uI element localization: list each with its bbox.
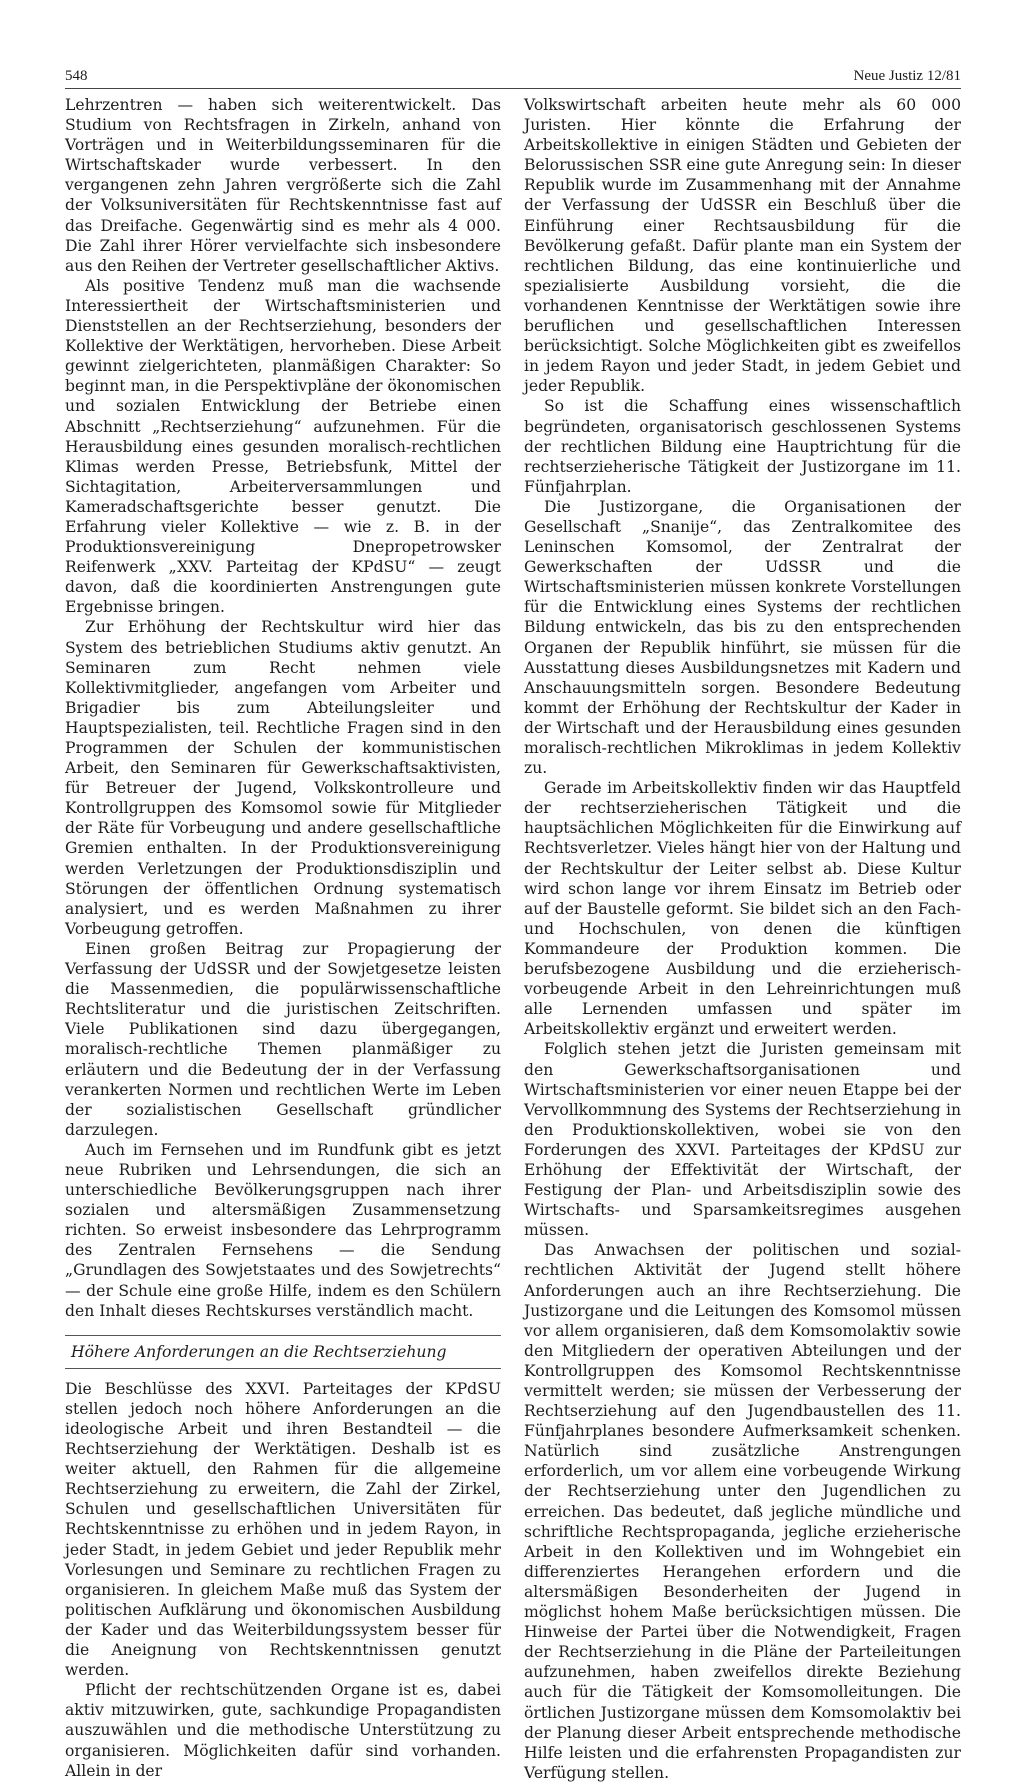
left-column: [65, 95, 501, 1781]
paragraph: Auch im Fernsehen und im Rundfunk gibt es jetzt neue Rubriken und Lehrsendungen, die sich an unterschiedliche Bevölkerungsgruppen nach ihrer sozialen und altersmäßigen Zusammensetzung richten. So erweist insbesondere das Lehrprogramm des Zentralen Fernsehens — die Sendung „Grundlagen des Sowjetstaates und des Sowjetrechts“ — der Schule eine große Hilfe, indem es den Schülern den Inhalt dieses Rechtskurses verständlich macht.: [65, 1140, 501, 1320]
paragraph: Einen großen Beitrag zur Propagierung der Verfassung der UdSSR und der Sowjetgesetze leisten die Massenmedien, die populärwissenschaftliche Rechtsliteratur und die juristischen Zeitschriften. Viele Publikationen sind dazu übergegangen, moralisch-rechtliche Themen planmäßiger zu erläutern und die Bedeutung der in der Verfassung verankerten Normen und rechtlichen Werte im Leben der sozialistischen Gesellschaft gründlicher darzulegen.: [65, 939, 501, 1139]
paragraph: Die Beschlüsse des XXVI. Parteitages der KPdSU stellen jedoch noch höhere Anforderungen an die ideologische Arbeit und ihren Bestandteil — die Rechtserziehung der Werktätigen. Deshalb ist es weiter aktuell, den Rahmen für die allgemeine Rechtserziehung zu erweitern, die Zahl der Zirkel, Schulen und gesellschaftlichen Universitäten für Rechtskenntnisse zu erhöhen und in jedem Rayon, in jeder Stadt, in jedem Gebiet und jeder Republik mehr Vorlesungen und Seminare zu rechtlichen Fragen zu organisieren. In gleichem Maße muß das System der politischen Aufklärung und ökonomischen Ausbildung der Kader und das Weiterbildungssystem besser für die Aneignung von Rechtskenntnissen genutzt werden.: [65, 1379, 501, 1680]
page-header: [65, 66, 961, 89]
paragraph: Zur Erhöhung der Rechtskultur wird hier das System des betrieblichen Studiums aktiv genutzt. An Seminaren zum Recht nehmen viele Kollektivmitglieder, angefangen vom Arbeiter und Brigadier bis zum Abteilungsleiter und Hauptspezialisten, teil. Rechtliche Fragen sind in den Programmen der Schulen der kommunistischen Arbeit, den Seminaren für Gewerkschaftsaktivisten, für Betreuer der Jugend, Volkskontrolleure und Kontrollgruppen des Komsomol sowie für Mitglieder der Räte für Vorbeugung und andere gesellschaftliche Gremien enthalten. In der Produktionsvereinigung werden Verletzungen der Produktionsdisziplin und Störungen der öffentlichen Ordnung systematisch analysiert, und es werden Maßnahmen zu ihrer Vorbeugung getroffen.: [65, 618, 501, 938]
paragraph: Gerade im Arbeitskollektiv finden wir das Hauptfeld der rechtserzieherischen Tätigkeit und die hauptsächlichen Möglichkeiten für die Einwirkung auf Rechtsverletzer. Vieles hängt hier von der Haltung und der Rechtskultur der Leiter selbst ab. Diese Kultur wird schon lange vor ihrem Einsatz im Betrieb oder auf der Baustelle geformt. Sie bildet sich an den Fach- und Hochschulen, von denen die künftigen Kommandeure der Produktion kommen. Die berufsbezogene Ausbildung und die erzieherisch-vorbeugende Arbeit in den Lehreinrichtungen muß alle Lernenden umfassen und später im Arbeitskollektiv ergänzt und erweitert werden.: [524, 779, 961, 1039]
right-column: [524, 95, 961, 1783]
paragraph: Die Justizorgane, die Organisationen der Gesellschaft „Snanije“, das Zentralkomitee des Leninschen Komsomol, der Zentralrat der Gewerkschaften der UdSSR und die Wirtschaftsministerien müssen konkrete Vorstellungen für die Entwicklung eines Systems der rechtlichen Bildung entwickeln, das bis zu den entsprechenden Organen der Republik hinführt, sie müssen für die Ausstattung dieses Ausbildungsnetzes mit Kadern und Anschauungsmitteln sorgen. Besondere Bedeutung kommt der Erhöhung der Rechtskultur der Kader in der Wirtschaft und der Herausbildung eines gesunden moralisch-rechtlichen Mikroklimas in jedem Kollektiv zu.: [524, 497, 961, 778]
section-heading: Höhere Anforderungen an die Rechtserziehung: [71, 1342, 447, 1361]
paragraph: So ist die Schaffung eines wissenschaftlich begründeten, organisatorisch geschlossenen Systems der rechtlichen Bildung eine Hauptrichtung für die rechtserzieherische Tätigkeit der Justizorgane im 11. Fünfjahrplan.: [524, 397, 961, 496]
paragraph: Folglich stehen jetzt die Juristen gemeinsam mit den Gewerkschaftsorganisationen und Wirtschaftsministerien vor einer neuen Etappe bei der Vervollkommnung des Systems der Rechtserziehung in den Produktionskollektiven, wobei sie von den Forderungen des XXVI. Parteitages der KPdSU zur Erhöhung der Effektivität der Wirtschaft, der Festigung der Plan- und Arbeitsdisziplin sowie des Wirtschafts- und Sparsamkeitsregimes ausgehen müssen.: [524, 1040, 961, 1240]
paragraph: Lehrzentren — haben sich weiterentwickelt. Das Studium von Rechtsfragen in Zirkeln, anhand von Vorträgen und in Weiterbildungsseminaren für die Wirtschaftskader wurde verbessert. In den vergangenen zehn Jahren vergrößerte sich die Zahl der Volksuniversitäten für Rechtskenntnisse fast auf das Dreifache. Gegenwärtig sind es mehr als 4 000. Die Zahl ihrer Hörer vervielfachte sich insbesondere aus den Reihen der Vertreter gesellschaftlicher Aktivs.: [65, 96, 501, 275]
section-heading-box: [65, 1335, 501, 1369]
journal-issue-label: Neue Justiz 12/81: [853, 68, 961, 84]
paragraph: Das Anwachsen der politischen und sozial-rechtlichen Aktivität der Jugend stellt höhere Anforderungen auch an ihre Rechtserziehung. Die Justizorgane und die Leitungen des Komsomol müssen vor allem organisieren, daß dem Komsomolaktiv sowie den Mitgliedern der operativen Abteilungen und der Kontrollgruppen des Komsomol Rechtskenntnisse vermittelt werden; sie müssen der Verbesserung der Rechtserziehung auf den Jugendbaustellen des 11. Fünfjahrplanes besondere Aufmerksamkeit schenken. Natürlich sind zusätzliche Anstrengungen erforderlich, um vor allem eine vorbeugende Wirkung der Rechtserziehung unter den Jugendlichen zu erreichen. Das bedeutet, daß jegliche mündliche und schriftliche Rechtspropaganda, jegliche erzieherische Arbeit in den Kollektiven und im Wohngebiet ein differenziertes Herangehen erfordern und die altersmäßigen Besonderheiten der Jugend in möglichst hohem Maße berücksichtigen müssen. Die Hinweise der Partei über die Notwendigkeit, Fragen der Rechtserziehung in die Pläne der Parteileitungen aufzunehmen, haben zweifellos direkte Beziehung auch für die Tätigkeit der Komsomolleitungen. Die örtlichen Justizorgane müssen dem Komsomolaktiv bei der Planung dieser Arbeit entsprechende methodische Hilfe leisten und die erfahrensten Propagandisten zur Verfügung stellen.: [524, 1241, 961, 1782]
paragraph: Volkswirtschaft arbeiten heute mehr als 60 000 Juristen. Hier könnte die Erfahrung der Arbeitskollektive in einigen Städten und Gebieten der Belorussischen SSR eine gute Anregung sein: In dieser Republik wurde im Zusammenhang mit der Annahme der Verfassung der UdSSR ein Beschluß über die Einführung einer Rechtsausbildung für die Bevölkerung gefaßt. Dafür plante man ein System der rechtlichen Bildung, das eine kontinuierliche und spezialisierte Ausbildung vorsieht, die die vorhandenen Kenntnisse der Werktätigen sowie ihre beruflichen und gesellschaftlichen Interessen berücksichtigt. Solche Möglichkeiten gibt es zweifellos in jedem Rayon und jeder Stadt, in jedem Gebiet und jeder Republik.: [524, 96, 961, 396]
page-number: 548: [65, 68, 88, 84]
paragraph: Als positive Tendenz muß man die wachsende Interessiertheit der Wirtschaftsministerien und Dienststellen an der Rechtserziehung, besonders der Kollektive der Werktätigen, hervorheben. Diese Arbeit gewinnt zielgerichteten, planmäßigen Charakter: So beginnt man, in die Perspektivpläne der ökonomischen und sozialen Entwicklung der Betriebe einen Abschnitt „Rechtserziehung“ aufzunehmen. Für die Herausbildung eines gesunden moralisch-rechtlichen Klimas werden Presse, Betriebsfunk, Mittel der Sichtagitation, Arbeiterversammlungen und Kameradschaftsgerichte besser genutzt. Die Erfahrung vieler Kollektive — wie z. B. in der Produktionsvereinigung Dnepropetrowsker Reifenwerk „XXV. Parteitag der KPdSU“ — zeugt davon, daß die koordinierten Anstrengungen gute Ergebnisse bringen.: [65, 276, 501, 617]
paragraph: Pflicht der rechtschützenden Organe ist es, dabei aktiv mitzuwirken, gute, sachkundige Propagandisten auszuwählen und die methodische Unterstützung zu organisieren. Möglichkeiten dafür sind vorhanden. Allein in der: [65, 1681, 501, 1780]
